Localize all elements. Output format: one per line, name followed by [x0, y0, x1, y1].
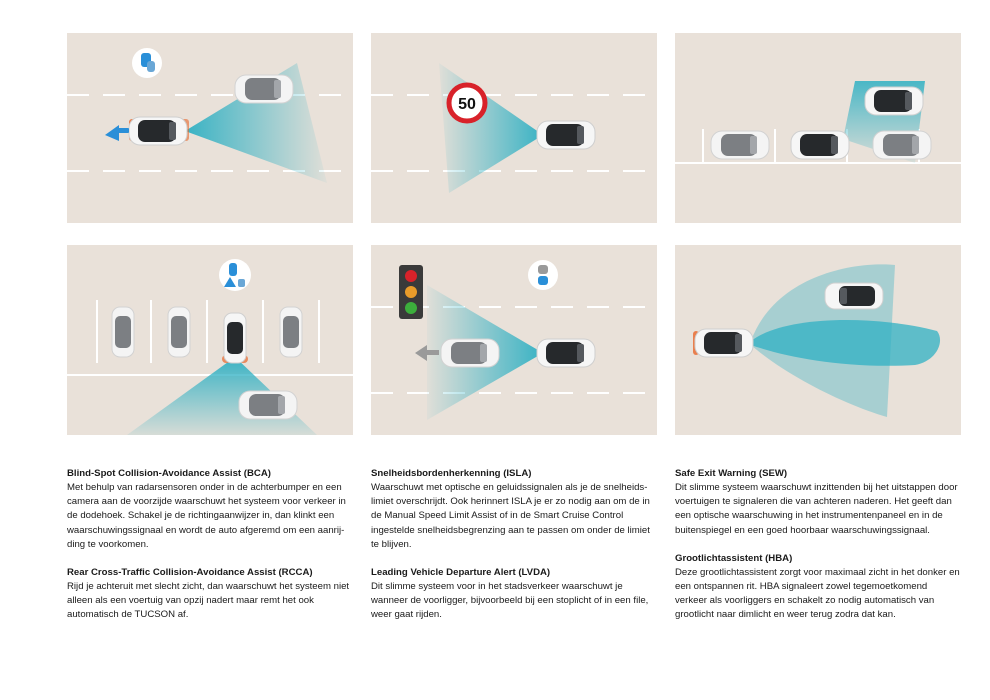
feature-bca: [67, 467, 359, 552]
text-column-1: [67, 467, 359, 637]
sew-illustration: [675, 33, 961, 223]
feature-title: Safe Exit Warning (SEW): [675, 468, 788, 479]
oncoming-car: [825, 283, 883, 309]
ego-car: [537, 339, 595, 367]
feature-title: Grootlichtassistent (HBA): [675, 552, 793, 564]
approaching-car: [865, 87, 923, 115]
bca-illustration: [67, 33, 353, 223]
feature-description: Dit slimme systeem waarschuwt inzittenden bij het uitstappen door voertuigen te signaleren die van achteren naderen. Het geeft dan een optische waarschuwing in het instrumentenpaneel en in de buitenspiegel en een goed hoorbaar waarschuwingssignaal.: [675, 482, 958, 536]
lvda-illustration: [371, 245, 657, 435]
svg-text:50: 50: [458, 96, 476, 113]
feature-description: Dit slimme systeem voor in het stadsverkeer waarschuwt je wanneer de voorligger, bijvoorbeeld bij een stoplicht of in een file, weer gaat rijden.: [371, 581, 649, 621]
feature-description: Rijd je achteruit met slecht zicht, dan waarschuwt het systeem niet alleen als een voertuig van opzij nadert maar remt het ook automatisch de TUCSON af.: [67, 581, 350, 621]
ego-car: [224, 313, 246, 363]
hba-illustration: [675, 245, 961, 435]
ego-car: [791, 131, 849, 159]
ego-car: [537, 121, 595, 149]
leading-car: [441, 339, 499, 367]
isla-illustration: [371, 33, 657, 223]
camera-beam: [439, 63, 543, 193]
feature-title: Leading Vehicle Departure Alert (LVDA): [371, 567, 551, 579]
feature-title: Snelheidsbordenherkenning (ISLA): [371, 468, 532, 479]
approaching-car: [235, 75, 293, 103]
traffic-light-icon: [399, 265, 423, 319]
ego-car: [695, 329, 753, 357]
speed-limit-sign-icon: [449, 85, 485, 121]
feature-hba: [675, 552, 961, 623]
arrow-left-icon: [105, 125, 129, 141]
feature-description: Deze grootlichtassistent zorgt voor maximaal zicht in het donker en een ontspannen rit. HBA signaleert zowel tegemoetkomend verkeer als voorliggers en schakelt zo nodig automatisch van grootlicht naar dimlicht en weer terug zodra dat kan.: [675, 566, 960, 621]
feature-rcca: [67, 566, 359, 623]
feature-isla: [371, 467, 657, 552]
feature-lvda: [371, 566, 657, 623]
feature-description: Met behulp van radarsensoren onder in de achterbumper en een camera aan de voorzijde waarschuwt het systeem voor verkeer in de dodehoek. Schakel je de richtingaanwijzer in, dan klinkt een waarschuwingssignaal en wordt de auto afgeremd om een aanrijding te voorkomen.: [67, 482, 346, 550]
feature-title: Rear Cross-Traffic Collision-Avoidance Assist (RCCA): [67, 567, 313, 579]
car-warning-icon: [528, 260, 558, 290]
rcca-illustration: [67, 245, 353, 435]
feature-description: Waarschuwt met optische en geluidssignalen als je de snelheidslimiet overschrijdt. Ook herinnert ISLA je er zo nodig aan om de in de Manual Speed Limit Assist of in de Smart Cruise Control ingestelde snelheidsbegrenzing aan te passen om onder de limiet te blijven.: [371, 482, 650, 550]
approaching-car: [239, 391, 297, 419]
text-column-3: [675, 467, 961, 637]
feature-sew: [675, 467, 961, 538]
ego-car: [129, 117, 187, 145]
feature-title: Blind-Spot Collision-Avoidance Assist (BCA): [67, 468, 271, 479]
text-column-2: [371, 467, 657, 637]
